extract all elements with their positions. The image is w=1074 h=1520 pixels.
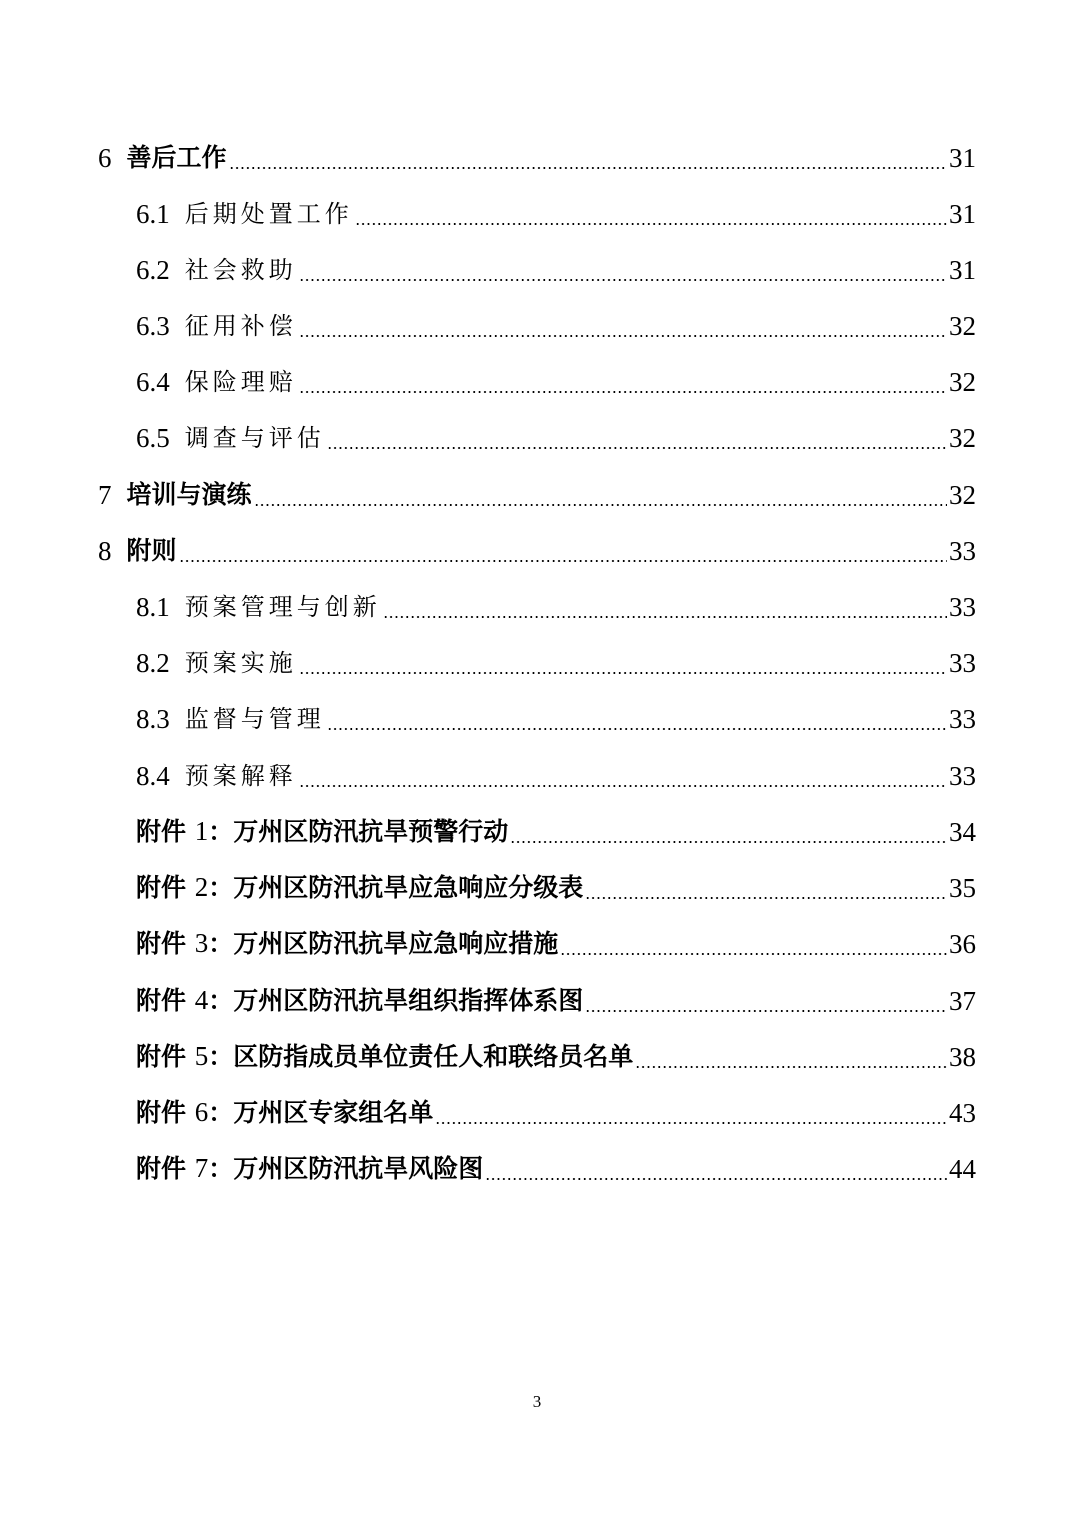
appendix-name: 万州区防汛抗旱应急响应措施 — [233, 929, 559, 958]
appendix-prefix: 附件 — [136, 1098, 187, 1127]
dot-leader — [299, 672, 947, 674]
toc-entry-page: 33 — [949, 536, 976, 566]
toc-entry-title: 征用补偿 — [184, 312, 297, 340]
appendix-number: 1 — [194, 816, 209, 846]
toc-entry-number: 8.3 — [136, 704, 170, 734]
toc-entry-page: 36 — [949, 929, 976, 959]
toc-entry-number: 6.4 — [136, 367, 170, 397]
dot-leader — [327, 447, 947, 449]
toc-entry-page: 43 — [949, 1098, 976, 1128]
toc-entry[interactable] — [136, 194, 976, 234]
toc-appendix-title — [136, 1092, 433, 1133]
dot-leader — [355, 223, 947, 225]
toc-appendix-entry[interactable] — [136, 924, 976, 964]
toc-entry-page: 31 — [949, 199, 976, 229]
toc-appendix-entry[interactable] — [136, 1037, 976, 1077]
toc-entry-page: 38 — [949, 1042, 976, 1072]
dot-leader — [585, 897, 947, 899]
toc-appendix-title — [136, 1036, 633, 1077]
appendix-prefix: 附件 — [136, 986, 187, 1015]
dot-leader — [435, 1122, 947, 1124]
dot-leader — [299, 391, 947, 393]
toc-appendix-title — [136, 867, 583, 908]
appendix-name: 万州区防汛抗旱应急响应分级表 — [233, 873, 584, 902]
toc-entry-title: 培训与演练 — [126, 480, 252, 509]
appendix-separator: ： — [208, 817, 234, 846]
dot-leader — [299, 335, 947, 337]
toc-entry[interactable] — [136, 699, 976, 739]
toc-entry-page: 31 — [949, 255, 976, 285]
appendix-separator: ： — [208, 1154, 234, 1183]
toc-entry-number: 7 — [98, 480, 112, 510]
toc-entry-number: 6 — [98, 143, 112, 173]
dot-leader — [560, 953, 947, 955]
toc-entry[interactable] — [136, 250, 976, 290]
appendix-separator: ： — [208, 929, 234, 958]
toc-appendix-entry[interactable] — [136, 1093, 976, 1133]
appendix-separator: ： — [208, 1098, 234, 1127]
appendix-number: 2 — [194, 872, 209, 902]
toc-entry-title: 预案解释 — [184, 762, 297, 790]
appendix-prefix: 附件 — [136, 1154, 187, 1183]
toc-entry-page: 32 — [949, 311, 976, 341]
toc-entry-title: 附则 — [126, 536, 177, 565]
appendix-name: 万州区防汛抗旱风险图 — [233, 1154, 484, 1183]
appendix-prefix: 附件 — [136, 1042, 187, 1071]
toc-entry-page: 34 — [949, 817, 976, 847]
toc-appendix-entry[interactable] — [136, 812, 976, 852]
appendix-number: 3 — [194, 928, 209, 958]
toc-entry-title: 监督与管理 — [184, 705, 325, 733]
toc-entry-page: 35 — [949, 873, 976, 903]
toc-entry[interactable] — [136, 306, 976, 346]
appendix-name: 万州区防汛抗旱组织指挥体系图 — [233, 986, 584, 1015]
toc-entry-page: 33 — [949, 648, 976, 678]
appendix-separator: ： — [208, 873, 234, 902]
toc-entry[interactable] — [136, 643, 976, 683]
toc-entry-page: 32 — [949, 367, 976, 397]
appendix-number: 5 — [194, 1041, 209, 1071]
dot-leader — [485, 1178, 947, 1180]
toc-appendix-title — [136, 923, 558, 964]
toc-entry-number: 6.2 — [136, 255, 170, 285]
appendix-prefix: 附件 — [136, 929, 187, 958]
toc-entry-page: 33 — [949, 592, 976, 622]
dot-leader — [635, 1066, 947, 1068]
toc-appendix-entry[interactable] — [136, 981, 976, 1021]
toc-entry[interactable] — [98, 531, 976, 571]
page-number: 3 — [532, 1392, 542, 1411]
toc-entry-page: 32 — [949, 480, 976, 510]
dot-leader — [299, 279, 947, 281]
appendix-number: 6 — [194, 1097, 209, 1127]
appendix-name: 万州区防汛抗旱预警行动 — [233, 817, 509, 846]
dot-leader — [179, 560, 947, 562]
appendix-name: 区防指成员单位责任人和联络员名单 — [233, 1042, 634, 1071]
dot-leader — [585, 1010, 947, 1012]
toc-appendix-title — [136, 1148, 483, 1189]
toc-entry-title: 预案管理与创新 — [184, 593, 381, 621]
toc-entry-page: 33 — [949, 704, 976, 734]
appendix-number: 4 — [194, 985, 209, 1015]
toc-entry-page: 32 — [949, 423, 976, 453]
toc-entry-title: 调查与评估 — [184, 424, 325, 452]
toc-entry-page: 31 — [949, 143, 976, 173]
dot-leader — [299, 785, 947, 787]
appendix-separator: ： — [208, 986, 234, 1015]
toc-entry[interactable] — [98, 138, 976, 178]
toc-entry[interactable] — [136, 587, 976, 627]
toc-entry-title: 后期处置工作 — [184, 200, 353, 228]
toc-entry-page: 37 — [949, 986, 976, 1016]
toc-appendix-entry[interactable] — [136, 868, 976, 908]
toc-entry[interactable] — [136, 756, 976, 796]
appendix-prefix: 附件 — [136, 817, 187, 846]
toc-entry-page: 44 — [949, 1154, 976, 1184]
toc-entry-title: 社会救助 — [184, 256, 297, 284]
dot-leader — [254, 504, 947, 506]
toc-appendix-title — [136, 980, 583, 1021]
toc-entry-title: 预案实施 — [184, 649, 297, 677]
dot-leader — [327, 728, 947, 730]
dot-leader — [510, 841, 947, 843]
dot-leader — [383, 616, 947, 618]
toc-entry-page: 33 — [949, 761, 976, 791]
toc-appendix-entry[interactable] — [136, 1149, 976, 1189]
toc-entry[interactable] — [136, 362, 976, 402]
toc-entry[interactable] — [98, 475, 976, 515]
appendix-prefix: 附件 — [136, 873, 187, 902]
toc-entry-number: 8 — [98, 536, 112, 566]
toc-entry-number: 8.4 — [136, 761, 170, 791]
toc-entry-number: 6.1 — [136, 199, 170, 229]
toc-appendix-title — [136, 811, 508, 852]
dot-leader — [229, 167, 947, 169]
appendix-number: 7 — [194, 1153, 209, 1183]
toc-entry-number: 6.5 — [136, 423, 170, 453]
appendix-separator: ： — [208, 1042, 234, 1071]
toc-entry-number: 6.3 — [136, 311, 170, 341]
toc-entry-number: 8.2 — [136, 648, 170, 678]
toc-entry[interactable] — [136, 418, 976, 458]
toc-entry-number: 8.1 — [136, 592, 170, 622]
toc-entry-title: 善后工作 — [126, 143, 227, 172]
appendix-name: 万州区专家组名单 — [233, 1098, 434, 1127]
toc-entry-title: 保险理赔 — [184, 368, 297, 396]
